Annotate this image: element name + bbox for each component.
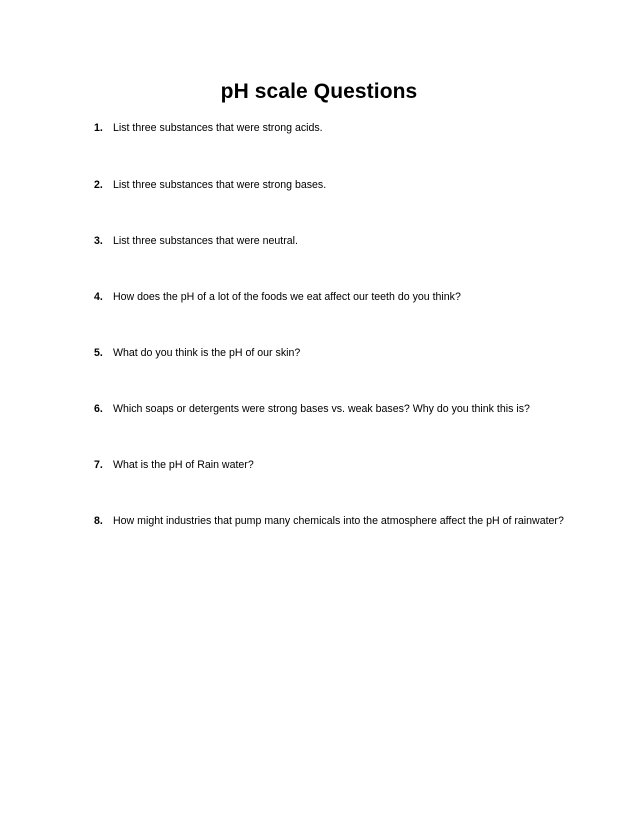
question-text: List three substances that were strong bases. [113,179,327,191]
question-item-8 [94,513,564,530]
question-item-6 [94,401,564,418]
question-number: 5. [94,347,103,359]
question-number: 3. [94,235,103,247]
question-number: 2. [94,179,103,191]
question-text: What is the pH of Rain water? [113,459,254,471]
question-item-3 [94,233,564,250]
question-number: 6. [94,403,103,415]
question-item-1 [94,120,564,137]
question-text: How does the pH of a lot of the foods we eat affect our teeth do you think? [113,291,461,303]
question-number: 4. [94,291,103,303]
question-text: List three substances that were strong acids. [113,122,323,134]
question-item-7 [94,457,564,474]
question-text: What do you think is the pH of our skin? [113,347,301,359]
page-title: pH scale Questions [220,80,418,103]
question-item-4 [94,289,564,306]
question-item-2 [94,177,564,194]
question-text: List three substances that were neutral. [113,235,298,247]
question-item-5 [94,345,564,362]
question-text: Which soaps or detergents were strong bases vs. weak bases? Why do you think this is? [113,403,530,415]
question-text: How might industries that pump many chemicals into the atmosphere affect the pH of rainwater? [113,515,564,527]
question-number: 8. [94,515,103,527]
question-number: 7. [94,459,103,471]
question-number: 1. [94,122,103,134]
